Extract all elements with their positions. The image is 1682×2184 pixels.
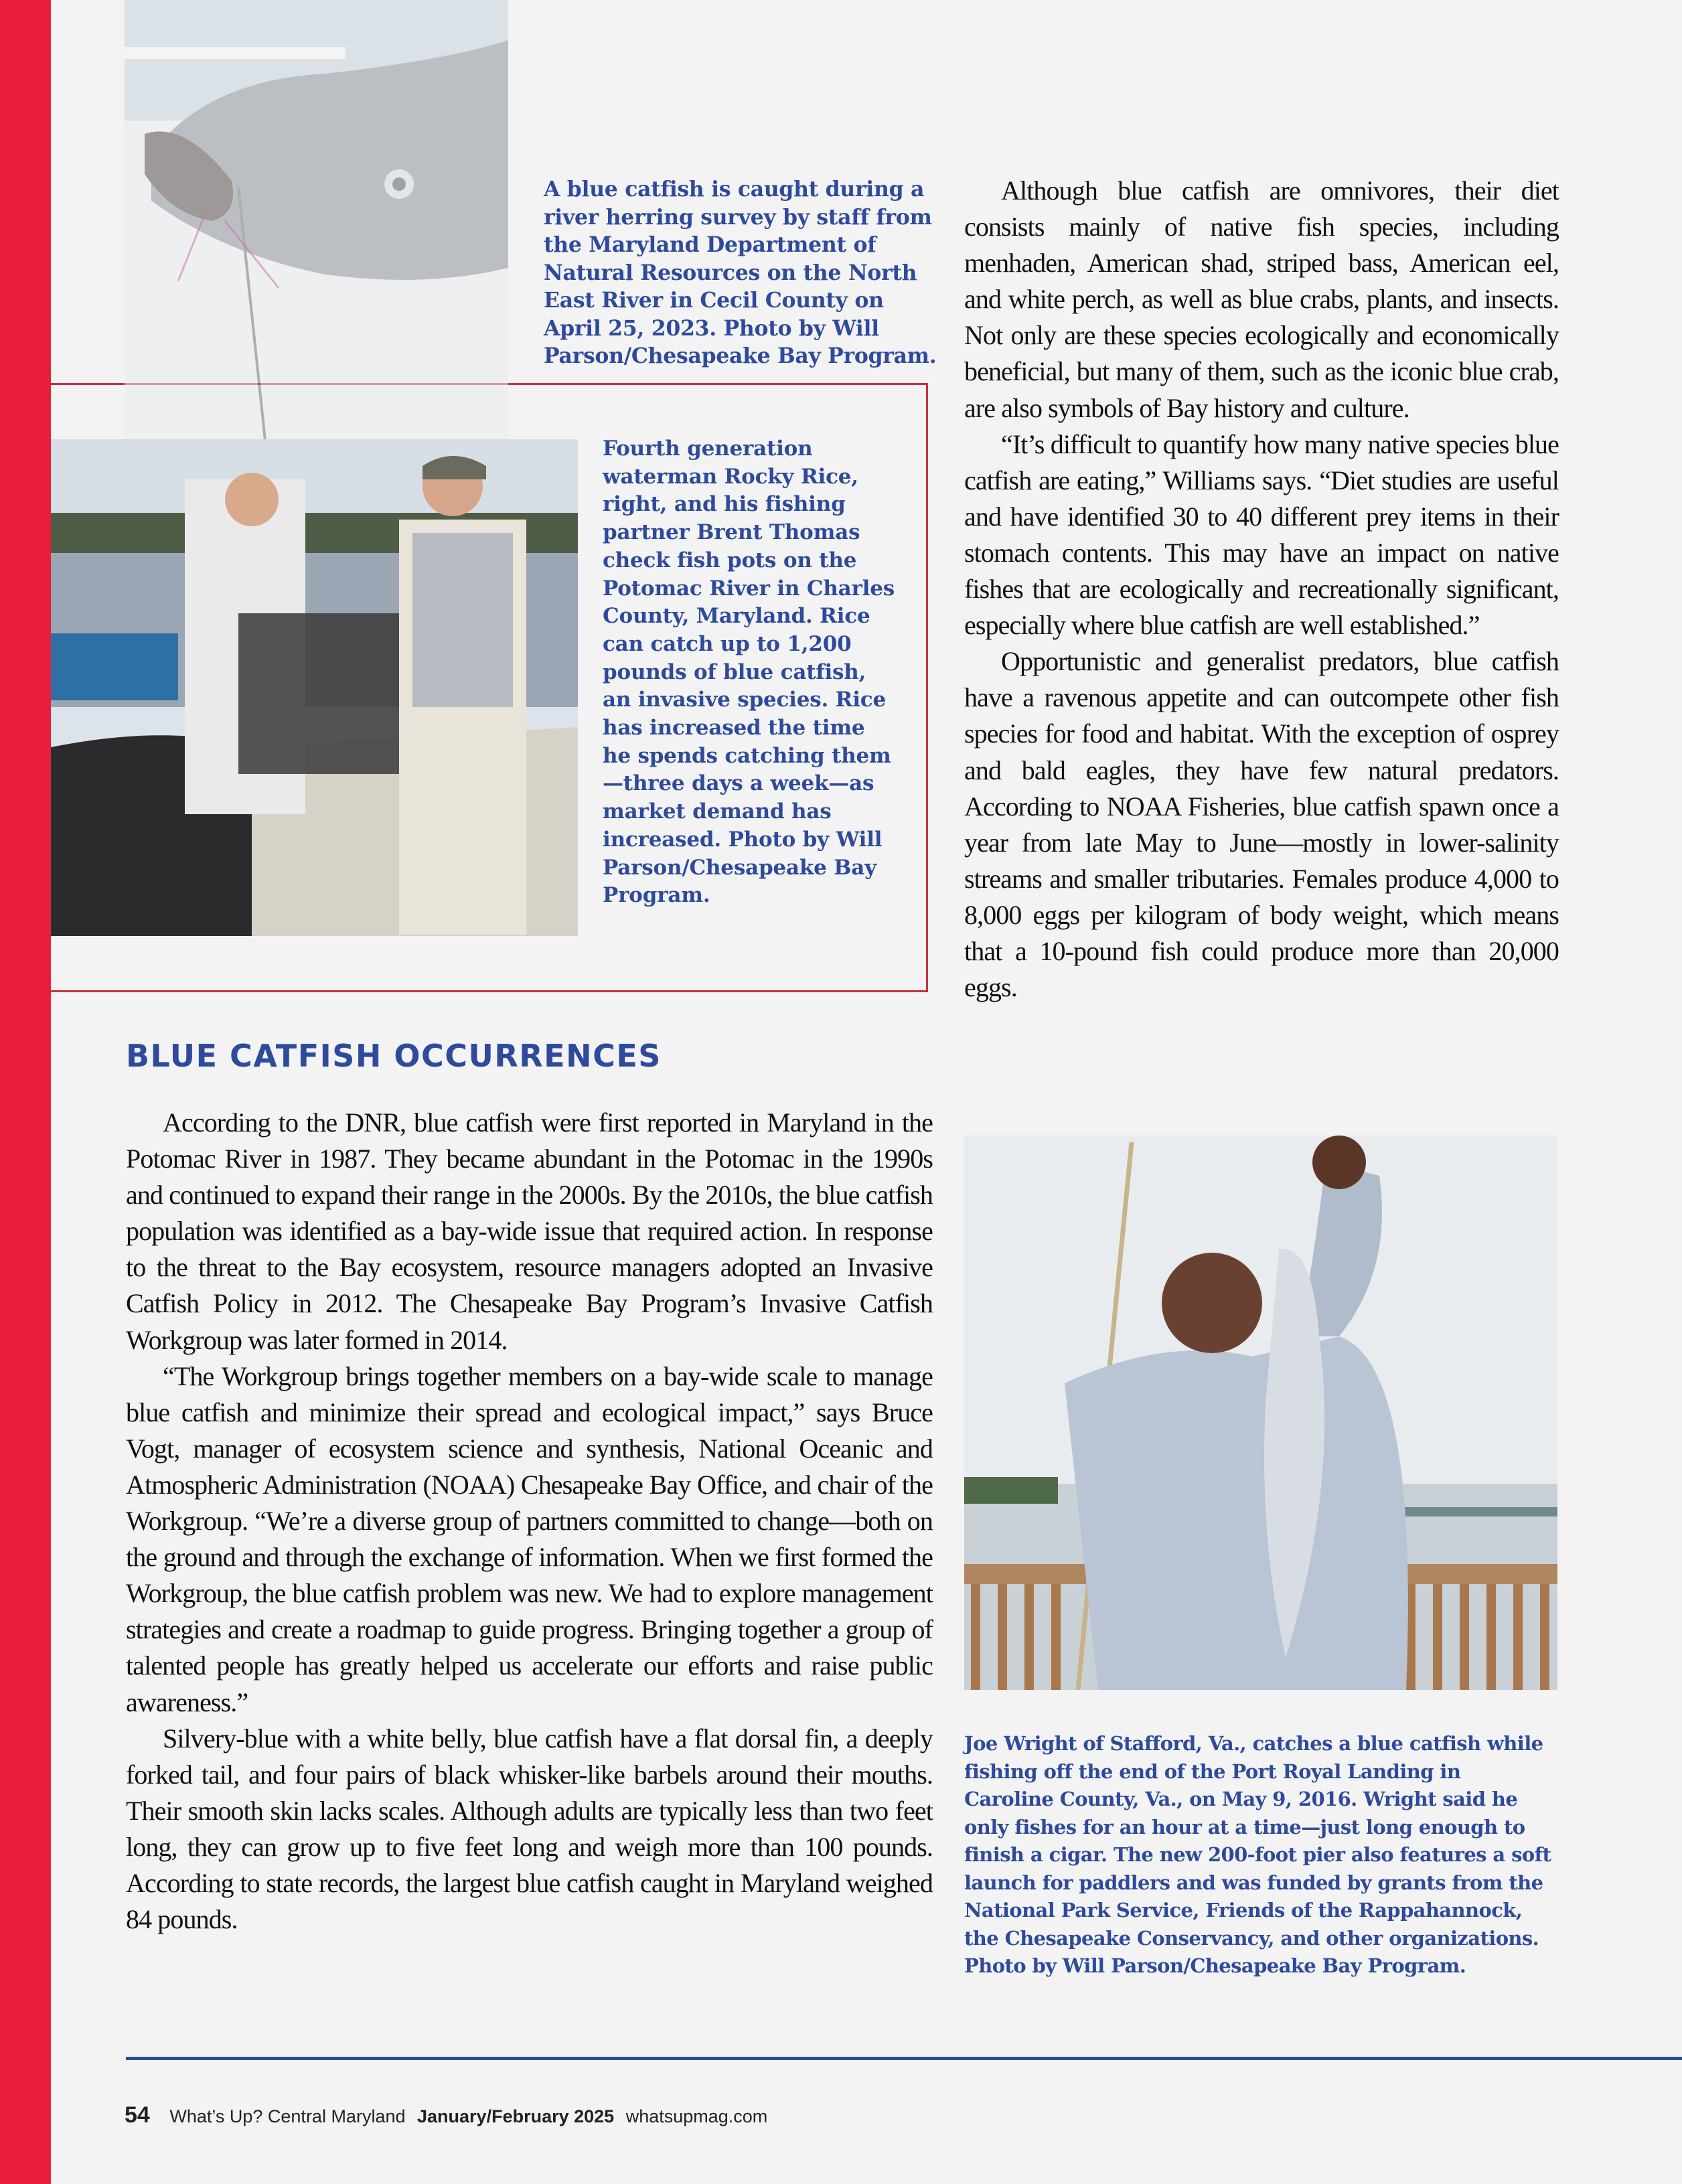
fish-photo-caption: A blue catfish is caught during a river herring survey by staff from the Maryland Department of Natural Resources on the North East River in Cecil County on April 25, 2023. Photo by Will Parson/Chesapeake Bay Program. <box>544 177 937 368</box>
website-link[interactable]: whatsupmag.com <box>625 2106 768 2126</box>
article-paragraph: Opportunistic and generalist predators, blue catfish have a ravenous appetite and can outcompete other fish species for food and habitat. With the exception of osprey and bald eagles, they have few natural predators. According to NOAA Fisheries, blue catfish spawn once a year from late May to June—mostly in lower-salinity streams and smaller tributaries. Females produce 4,000 to 8,000 eggs per kilogram of body weight, which means that a 10-pound fish could produce more than 20,000 eggs. <box>964 646 1559 1003</box>
article-paragraph: “The Workgroup brings together members on a bay-wide scale to manage blue catfish and minimize their spread and ecological impact,” says Bruce Vogt, manager of ecosystem science and synthesis, National Oceanic and Atmospheric Administration (NOAA) Chesapeake Bay Office, and chair of the Workgroup. “We’re a diverse group of partners committed to change—both on the ground and through the exchange of information. When we first formed the Workgroup, the blue catfish problem was new. We had to explore management strategies and create a roadmap to guide progress. Bringing together a group of talented people has greatly helped us accelerate our efforts and raise public awareness.” <box>126 1360 933 1717</box>
article-paragraph: Although blue catfish are omnivores, their diet consists mainly of native fish species, including menhaden, American shad, striped bass, American eel, and white perch, as well as blue crabs, plants, and insects. Not only are these species ecologically and economically beneficial, but many of them, such as the iconic blue crab, are also symbols of Bay history and culture. <box>964 175 1559 423</box>
section-heading: BLUE CATFISH OCCURRENCES <box>126 1038 662 1074</box>
article-paragraph: “It’s difficult to quantify how many native species blue catfish are eating,” Williams says. “Diet studies are useful and have identified 30 to 40 different prey items in their stomach contents. This may have an impact on native fishes that are ecologically and recreationally significant, especially where blue catfish are well established.” <box>964 428 1559 641</box>
blue-catfish-photo <box>125 0 508 441</box>
page-number: 54 <box>125 2102 150 2128</box>
publication-name: What’s Up? Central Maryland <box>169 2106 406 2126</box>
article-paragraph: According to the DNR, blue catfish were first reported in Maryland in the Potomac River in 1987. They became abundant in the Potomac in the 1990s and continued to expand their range in the 2000s. By the 2010s, the blue catfish population was identified as a bay-wide issue that required action. In response to the threat to the Bay ecosystem, resource managers adopted an Invasive Catfish Policy in 2012. The Chesapeake Bay Program’s Invasive Catfish Workgroup was later formed in 2014. <box>126 1107 933 1355</box>
watermen-photo <box>51 439 578 936</box>
right-column-article-text <box>964 173 1559 1006</box>
article-paragraph: Silvery-blue with a white belly, blue catfish have a flat dorsal fin, a deeply forked tail, and four pairs of black whisker-like barbels around their mouths. Their smooth skin lacks scales. Although adults are typically less than two feet long, they can grow up to five feet long and weigh more than 100 pounds. According to state records, the largest blue catfish caught in Maryland weighed 84 pounds. <box>126 1723 933 1935</box>
wright-photo-caption: Joe Wright of Stafford, Va., catches a blue catfish while fishing off the end of the Port Royal Landing in Caroline County, Va., on May 9, 2016. Wright said he only fishes for an hour at a time—just long enough to finish a cigar. The new 200-foot pier also features a soft launch for paddlers and was funded by grants from the National Park Service, Friends of the Rappahannock, the Chesapeake Conservancy, and other organizations. Photo by Will Parson/Chesapeake Bay Program. <box>964 1732 1551 1977</box>
page-footer <box>125 2102 767 2128</box>
watermen-photo-caption: Fourth generation waterman Rocky Rice, right, and his fishing partner Brent Thomas check fish pots on the Potomac River in Charles County, Maryland. Rice can catch up to 1,200 pounds of blue catfish, an invasive species. Rice has increased the time he spends catching them—three days a week—as market demand has increased. Photo by Will Parson/Chesapeake Bay Program. <box>603 437 895 908</box>
issue-date: January/February 2025 <box>417 2106 615 2126</box>
footer-divider <box>126 2057 1682 2060</box>
page-edge-color-bar <box>0 0 51 2184</box>
joe-wright-photo <box>964 1136 1557 1690</box>
left-column-article-text <box>126 1105 933 1938</box>
